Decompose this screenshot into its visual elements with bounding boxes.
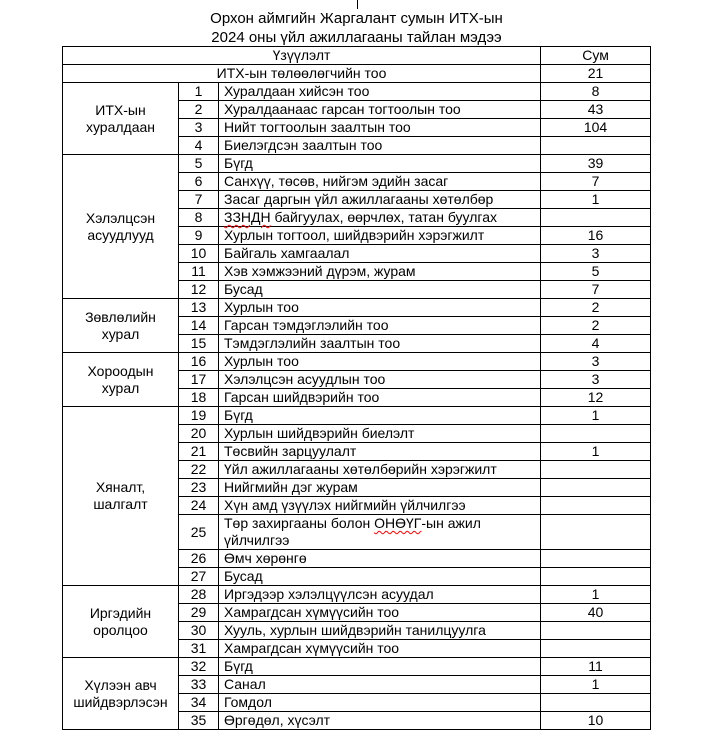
row-number-cell[interactable]: 24 bbox=[179, 497, 219, 515]
row-number-cell[interactable]: 23 bbox=[179, 479, 219, 497]
row-label-cell[interactable]: Бүгд bbox=[219, 155, 541, 173]
row-number-cell[interactable]: 28 bbox=[179, 586, 219, 604]
row-label-cell[interactable]: Хамрагдсан хүмүүсийн тоо bbox=[219, 604, 541, 622]
row-number-cell[interactable]: 8 bbox=[179, 209, 219, 227]
row-label-cell[interactable]: Бүгд bbox=[219, 658, 541, 676]
row-value-cell[interactable]: 1 bbox=[541, 586, 651, 604]
row-value-cell[interactable]: 10 bbox=[541, 712, 651, 730]
row-label-cell[interactable]: Санхүү, төсөв, нийгэм эдийн засаг bbox=[219, 173, 541, 191]
row-number-cell[interactable]: 1 bbox=[179, 83, 219, 101]
row-label-cell[interactable]: Өмч хөрөнгө bbox=[219, 550, 541, 568]
row-number-cell[interactable]: 21 bbox=[179, 443, 219, 461]
table-row bbox=[63, 658, 651, 676]
row-value-cell[interactable]: 7 bbox=[541, 281, 651, 299]
row-number-cell[interactable]: 17 bbox=[179, 371, 219, 389]
row-number-cell[interactable]: 33 bbox=[179, 676, 219, 694]
row-number-cell[interactable]: 19 bbox=[179, 407, 219, 425]
row-label-cell[interactable]: Өргөдөл, хүсэлт bbox=[219, 712, 541, 730]
row-value-cell[interactable] bbox=[541, 425, 651, 443]
row-label-cell[interactable]: Биелэгдсэн заалтын тоо bbox=[219, 137, 541, 155]
row-number-cell[interactable]: 26 bbox=[179, 550, 219, 568]
row-number-cell[interactable]: 2 bbox=[179, 101, 219, 119]
row-value-cell[interactable]: 2 bbox=[541, 299, 651, 317]
table-row bbox=[63, 407, 651, 425]
row-number-cell[interactable]: 32 bbox=[179, 658, 219, 676]
row-value-cell[interactable]: 3 bbox=[541, 245, 651, 263]
row-label-cell[interactable]: Хурлын тоо bbox=[219, 353, 541, 371]
misspelled-word: ОНӨҮГ bbox=[374, 515, 422, 531]
row-value-cell[interactable] bbox=[541, 497, 651, 515]
row-label-cell[interactable]: Хурлын тоо bbox=[219, 299, 541, 317]
row-number-cell[interactable]: 34 bbox=[179, 694, 219, 712]
row-label-cell[interactable]: Хурлын тогтоол, шийдвэрийн хэрэгжилт bbox=[219, 227, 541, 245]
row-number-cell[interactable]: 22 bbox=[179, 461, 219, 479]
row-label-cell[interactable]: Хуралдаан хийсэн тоо bbox=[219, 83, 541, 101]
row-value-cell[interactable]: 1 bbox=[541, 407, 651, 425]
row-value-cell[interactable]: 1 bbox=[541, 191, 651, 209]
row-number-cell[interactable]: 10 bbox=[179, 245, 219, 263]
row-value-cell[interactable]: 12 bbox=[541, 389, 651, 407]
column-header-value[interactable]: Сум bbox=[541, 47, 651, 65]
row-label-cell[interactable]: Тэмдэглэлийн заалтын тоо bbox=[219, 335, 541, 353]
row-value-cell[interactable] bbox=[541, 568, 651, 586]
row-value-cell[interactable] bbox=[541, 137, 651, 155]
row-number-cell[interactable]: 15 bbox=[179, 335, 219, 353]
row-value-cell[interactable]: 16 bbox=[541, 227, 651, 245]
row-value-cell[interactable]: 11 bbox=[541, 658, 651, 676]
row-value-cell[interactable]: 2 bbox=[541, 317, 651, 335]
row-value-cell[interactable]: 5 bbox=[541, 263, 651, 281]
row-label-cell[interactable]: Бусад bbox=[219, 281, 541, 299]
row-label-cell[interactable]: Нийгмийн дэг журам bbox=[219, 479, 541, 497]
row-number-cell[interactable]: 5 bbox=[179, 155, 219, 173]
row-label-cell[interactable]: Төсвийн зарцуулалт bbox=[219, 443, 541, 461]
row-label-cell[interactable]: Үйл ажиллагааны хөтөлбөрийн хэрэгжилт bbox=[219, 461, 541, 479]
table-row bbox=[63, 586, 651, 604]
document-title bbox=[0, 9, 713, 47]
row-value-cell[interactable]: 104 bbox=[541, 119, 651, 137]
row-value-cell[interactable]: 4 bbox=[541, 335, 651, 353]
row-label-cell[interactable]: Байгаль хамгаалал bbox=[219, 245, 541, 263]
row-number-cell[interactable]: 29 bbox=[179, 604, 219, 622]
row-label-cell[interactable]: Санал bbox=[219, 676, 541, 694]
row-number-cell[interactable]: 20 bbox=[179, 425, 219, 443]
row-number-cell[interactable]: 13 bbox=[179, 299, 219, 317]
row-label-cell[interactable]: Хэв хэмжээний дүрэм, журам bbox=[219, 263, 541, 281]
row-value-cell[interactable]: 39 bbox=[541, 155, 651, 173]
text-cursor bbox=[357, 0, 358, 9]
row-number-cell[interactable]: 7 bbox=[179, 191, 219, 209]
row-number-cell[interactable]: 14 bbox=[179, 317, 219, 335]
row-value-cell[interactable] bbox=[541, 461, 651, 479]
column-header-indicator[interactable]: Үзүүлэлт bbox=[63, 47, 541, 65]
row-number-cell[interactable]: 25 bbox=[179, 515, 219, 550]
row-label-cell[interactable]: ЗЗНДН байгуулах, өөрчлөх, татан буулгах bbox=[219, 209, 541, 227]
table-row bbox=[63, 353, 651, 371]
row-value-cell[interactable] bbox=[541, 640, 651, 658]
row-label-cell[interactable]: Хамрагдсан хүмүүсийн тоо bbox=[219, 640, 541, 658]
report-table bbox=[62, 46, 651, 730]
summary-row-label[interactable]: ИТХ-ын төлөөлөгчийн тоо bbox=[63, 65, 541, 83]
row-label-cell[interactable]: Хууль, хурлын шийдвэрийн танилцуулга bbox=[219, 622, 541, 640]
row-number-cell[interactable]: 31 bbox=[179, 640, 219, 658]
row-value-cell[interactable] bbox=[541, 515, 651, 550]
table-row bbox=[63, 83, 651, 101]
row-number-cell[interactable]: 9 bbox=[179, 227, 219, 245]
report-table-body bbox=[63, 83, 651, 730]
group-label-cell[interactable]: Хяналт, шалгалт bbox=[63, 407, 179, 586]
row-value-cell[interactable] bbox=[541, 550, 651, 568]
row-value-cell[interactable] bbox=[541, 479, 651, 497]
row-value-cell[interactable]: 8 bbox=[541, 83, 651, 101]
row-number-cell[interactable]: 18 bbox=[179, 389, 219, 407]
title-line-1[interactable]: Орхон аймгийн Жаргалант сумын ИТХ-ын bbox=[210, 10, 503, 27]
row-number-cell[interactable]: 3 bbox=[179, 119, 219, 137]
row-value-cell[interactable]: 3 bbox=[541, 371, 651, 389]
row-label-cell[interactable]: Хурлын шийдвэрийн биелэлт bbox=[219, 425, 541, 443]
row-label-cell[interactable]: Гарсан тэмдэглэлийн тоо bbox=[219, 317, 541, 335]
row-value-cell[interactable]: 3 bbox=[541, 353, 651, 371]
row-number-cell[interactable]: 12 bbox=[179, 281, 219, 299]
row-number-cell[interactable]: 4 bbox=[179, 137, 219, 155]
row-label-cell[interactable]: Хүн амд үзүүлэх нийгмийн үйлчилгээ bbox=[219, 497, 541, 515]
row-label-cell[interactable]: Хуралдаанаас гарсан тогтоолын тоо bbox=[219, 101, 541, 119]
summary-row bbox=[63, 65, 651, 83]
row-number-cell[interactable]: 6 bbox=[179, 173, 219, 191]
group-label-cell[interactable]: Хүлээн авч шийдвэрлэсэн bbox=[63, 658, 179, 730]
row-number-cell[interactable]: 30 bbox=[179, 622, 219, 640]
group-label-cell[interactable]: Иргэдийн оролцоо bbox=[63, 586, 179, 658]
row-label-cell[interactable]: Бусад bbox=[219, 568, 541, 586]
summary-row-value[interactable]: 21 bbox=[541, 65, 651, 83]
table-row bbox=[63, 299, 651, 317]
row-number-cell[interactable]: 35 bbox=[179, 712, 219, 730]
row-value-cell[interactable]: 1 bbox=[541, 676, 651, 694]
row-label-cell[interactable]: Хэлэлцсэн асуудлын тоо bbox=[219, 371, 541, 389]
group-label-cell[interactable]: Хороодын хурал bbox=[63, 353, 179, 407]
row-value-cell[interactable] bbox=[541, 209, 651, 227]
row-number-cell[interactable]: 11 bbox=[179, 263, 219, 281]
row-value-cell[interactable]: 43 bbox=[541, 101, 651, 119]
group-label-cell[interactable]: Зөвлөлийн хурал bbox=[63, 299, 179, 353]
row-label-cell[interactable]: Засаг даргын үйл ажиллагааны хөтөлбөр bbox=[219, 191, 541, 209]
row-value-cell[interactable]: 40 bbox=[541, 604, 651, 622]
row-label-cell[interactable]: Иргэдээр хэлэлцүүлсэн асуудал bbox=[219, 586, 541, 604]
row-number-cell[interactable]: 16 bbox=[179, 353, 219, 371]
title-line-2[interactable]: 2024 оны үйл ажиллагааны тайлан мэдээ bbox=[211, 29, 502, 46]
row-label-cell[interactable]: Гарсан шийдвэрийн тоо bbox=[219, 389, 541, 407]
row-value-cell[interactable]: 1 bbox=[541, 443, 651, 461]
row-value-cell[interactable] bbox=[541, 694, 651, 712]
misspelled-word: ЗЗНДН bbox=[224, 209, 271, 225]
row-value-cell[interactable]: 7 bbox=[541, 173, 651, 191]
table-row bbox=[63, 155, 651, 173]
row-value-cell[interactable] bbox=[541, 622, 651, 640]
row-label-cell[interactable]: Бүгд bbox=[219, 407, 541, 425]
row-label-cell[interactable]: Төр захиргааны болон ОНӨҮГ-ын ажил үйлчилгээ bbox=[219, 515, 541, 550]
table-header-row bbox=[63, 47, 651, 65]
row-label-cell[interactable]: Нийт тогтоолын заалтын тоо bbox=[219, 119, 541, 137]
group-label-cell[interactable]: Хэлэлцсэн асуудлууд bbox=[63, 155, 179, 299]
group-label-cell[interactable]: ИТХ-ын хуралдаан bbox=[63, 83, 179, 155]
row-label-cell[interactable]: Гомдол bbox=[219, 694, 541, 712]
row-number-cell[interactable]: 27 bbox=[179, 568, 219, 586]
